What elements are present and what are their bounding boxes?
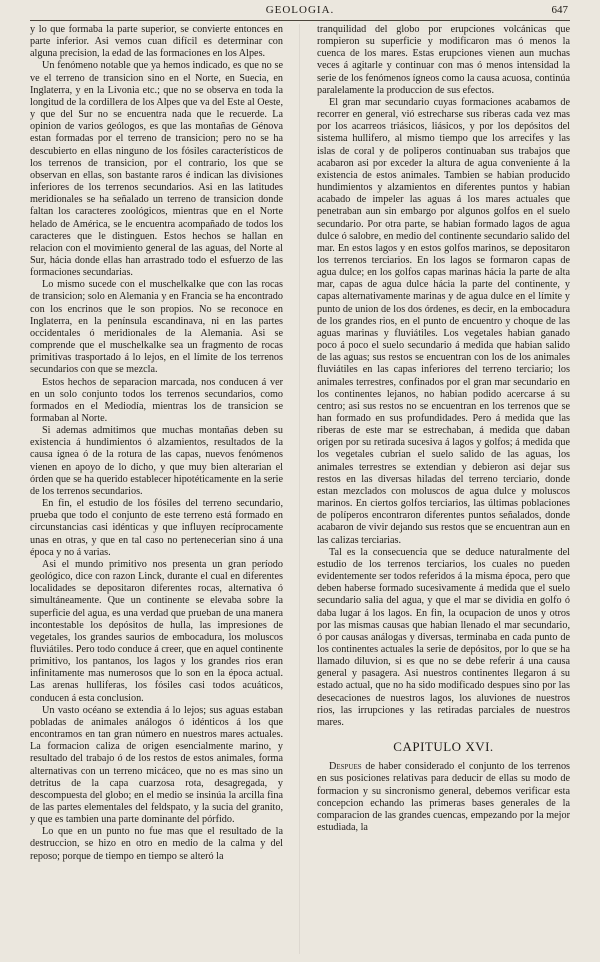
chapter-heading: CAPITULO XVI.	[393, 739, 494, 755]
running-title: GEOLOGIA.	[265, 4, 335, 16]
paragraph: Lo que en un punto no fue mas que el resultado de la destruccion, se hizo en otro en medio de la calma y del reposo; porque de tiempo en tiempo se alteró la	[30, 826, 283, 862]
paragraph: tranquilidad del globo por erupciones volcánicas que rompieron su superficie y modificaron mas ó menos la cuenca de los mares. Estas erupciones vienen aun muchas veces á agitarle y continuar con mas ó menos intensidad la serie de los fenómenos ígneos como la causa acuosa, continúa paralelamente la produccion de sus efectos.	[317, 24, 570, 96]
page-number: 647	[551, 4, 568, 16]
paragraph: En fin, el estudio de los fósiles del terreno secundario, prueba que todo el conjunto de este terreno está formado en circunstancias casi idénticas y que influyen recíprocamente unas en otras, y que en tal caso no pertenecerian sino á una época y no á varias.	[30, 498, 283, 558]
column-gutter	[299, 24, 300, 954]
paragraph: Lo mismo sucede con el muschelkalke que con las rocas de transicion; solo en Alemania y en Francia se ha encontrado con los encrinos que le son propios. No se reconoce en Inglaterra, en la península escandinava, ni en las partes occidentales ó meridionales de la Alemania. Asi se comprende que el muschelkalke sea un fragmento de rocas primitivas trasportado á lo lejos, en el límite de los terrenos secundarios con que se mezcla.	[30, 279, 283, 376]
right-column	[317, 24, 570, 954]
paragraph: Un fenómeno notable que ya hemos indicado, es que no se ve el terreno de transicion sino en el Norte, en Suecia, en Inglaterra, y en la Livonia etc.; que no se observa en toda la longitud de la cordillera de los Alpes que va del Este al Oeste, y que del Sur no se encuentra nada que le recuerde. La opinion de varios geólogos, es que las montañas de Génova estan formadas por el terreno de transicion; pero no se ha descubierto en ellas ninguno de los fósiles característicos de los terrenos de transicion, por el contrario, los que se observan en ellas, son bastante raros é indican las divisiones inferiores de los terrenos secundarios. Asi en las latitudes meridionales se ha señalado un terreno de transicion donde faltan los caracteres zoológicos, mientras que en el Norte helado de América, se le encuentra acompañado de todos los caracteres que le distinguen. Estos hechos se hallan en relacion con el movimiento general de las aguas, del Norte al Sur, hácia donde ellas han arrastrado todo el esfuerzo de las formaciones secundarias.	[30, 60, 283, 279]
paragraph: Un vasto océano se extendia á lo lejos; sus aguas estaban pobladas de animales análogos ó idénticos á los que encontramos en tan gran número en nuestros mares actuales. La formacion caliza de origen esencialmente marino, y resultado del trabajo ó de los restos de estos animales, forma alternativas con un terreno micáceo, que no es mas sino un detritus de la capa cuarzosa rota, desagregada, y descompuesta del globo; en el medio se insinúa la arcilla fina de las partes elementales del feldspato, y la sucia del granito, y que es tambien una parte dominante del pórfido.	[30, 704, 283, 826]
paragraph: Tal es la consecuencia que se deduce naturalmente del estudio de los terrenos terciarios, los cuales no pueden evidentemente ser todos referidos á la misma época, pero que deben haberse formado sucesivamente á medida que el suelo secundario salia del agua, y que el mar se dividia en golfo ó daba lugar á los lagos. En fin, la ocupacion de unos y otros por las mismas causas que habian llenado el mar secundario, ó por causas análogas y diversas, terminaba en cada punto de los continentes actuales la serie de depósitos, por lo que se ha llamado diluvion, si es que no se debe referir á una causa general y pasagera. Asi nuestros continentes llegaron á su estado actual, que no ha sido modificado despues sino por las desecaciones de nuestros lagos, los aluviones de nuestros rios, las irrupciones y las retiradas parciales de nuestros mares.	[317, 546, 570, 728]
paragraph: Si ademas admitimos que muchas montañas deben su existencia á hundimientos ó alzamientos, resultados de la causa ígnea ó de la rotura de las capas, nuevos fenómenos vienen en apoyo de lo dicho, y que muy bien alterarian el órden que se ha querido establecer hipotéticamente en la serie de los terrenos secundarios.	[30, 425, 283, 497]
paragraph: y lo que formaba la parte superior, se convierte entonces en parte inferior. Asi vemos cuan difícil es determinar con alguna precision, la edad de las formaciones en los Alpes.	[30, 24, 283, 60]
chapter-opening-lead: Despues	[329, 761, 362, 773]
paragraph: Estos hechos de separacion marcada, nos conducen á ver en un solo conjunto todos los terrenos secundarios, como formados en el Mediodía, mientras los de transicion se formaban al Norte.	[30, 376, 283, 424]
running-header	[30, 4, 570, 18]
chapter-opening-text: de haber considerado el conjunto de los terrenos en sus posiciones relativas para deducir de ellas su modo de formacion y su sincronismo general, debemos verificar esta concepcion echando las primeras bases generales de la comparacion de las grandes cuencas, empezando por la mejor estudiada, la	[317, 761, 570, 833]
header-rule	[30, 20, 570, 21]
chapter-opening-paragraph	[317, 761, 570, 834]
paragraph: El gran mar secundario cuyas formaciones acabamos de recorrer en general, vió estrecharse sus riberas cada vez mas por los acarreos triásicos, liásicos, y por los depósitos del sistema hullifero, al mismo tiempo que los arrecifes y las islas de coral y de poliperos continuaban sus trabajos que acabaron asi por exceder la altura de agua conveniente á la existencia de estos animales. Tambien se habian producido hundimientos y alzamientos en diferentes puntos y habian acabado de impeler las aguas á los mares actuales que penetraban aun sin embargo por algunos golfos en el suelo secundario. Por otra parte, se habian formado lagos de agua dulce ó salobre, en medio del continente secundario salido del mar. En estos lagos y en estos golfos marinos, se depositaron los terrenos terciarios. En los lagos se formaron capas de agua dulce; en los golfos capas marinas hácia la parte de alta mar, capas de agua dulce hácia la parte del continente, y capas alternativamente marinas y de agua dulce en el límite y punto de union de los dos órdenes, es decir, en la embocadura de los grandes rios, en el punto de encuentro y choque de las aguas marinas y fluviátiles. Los vegetales habian ganado poco á poco el suelo secundario á medida que habian salido de las aguas; sus restos se encuentran con los de los animales fluviátiles en las capas inferiores del terreno terciario; los animales terrestres, confinados por el gran mar secundario en los continentes lejanos, no habian podido acercarse á su centro; asi sus restos no se encuentran en los terrenos que se han formado en sus profundidades. Pero á medida que las riberas de este mar se estrechaban, á medida que daban origen por su retirada sucesiva á lagos y golfos; á medida que los vegetales cubrian el suelo salido de las aguas, los animales terrestres se extendian y debieron asi dejar sus restos en las diversas hiladas del terreno terciario, donde estan mezclados con moluscos de agua dulce y moluscos marinos. En ciertos golfos terciarios, las últimas poblaciones de políperos encontraron diferentes puntos señalados, donde acabaron de vivir dejando sus restos que se encuentran aun en las calizas terciarias.	[317, 96, 570, 546]
left-column	[30, 24, 283, 954]
paragraph: Asi el mundo primitivo nos presenta un gran período geológico, dice con razon Linck, durante el cual en diferentes localidades se depositaron diferentes rocas, alternativa ó simultáneamente. Que un continente se elevaba sobre la superficie del agua, es una verdad que prueban de una manera incontestable los depósitos de hulla, las impresiones de vegetales, los grandes saurios de embocadura, los moluscos fluviátiles. Pero todo conduce á creer, que en aquel continente primitivo, los pantanos, los lagos y los grandes rios eran infinitamente mas numerosos que lo son en la época actual. Las arenas hulliferas, los fósiles casi todos acuáticos, conducen á esta conclusion.	[30, 558, 283, 704]
